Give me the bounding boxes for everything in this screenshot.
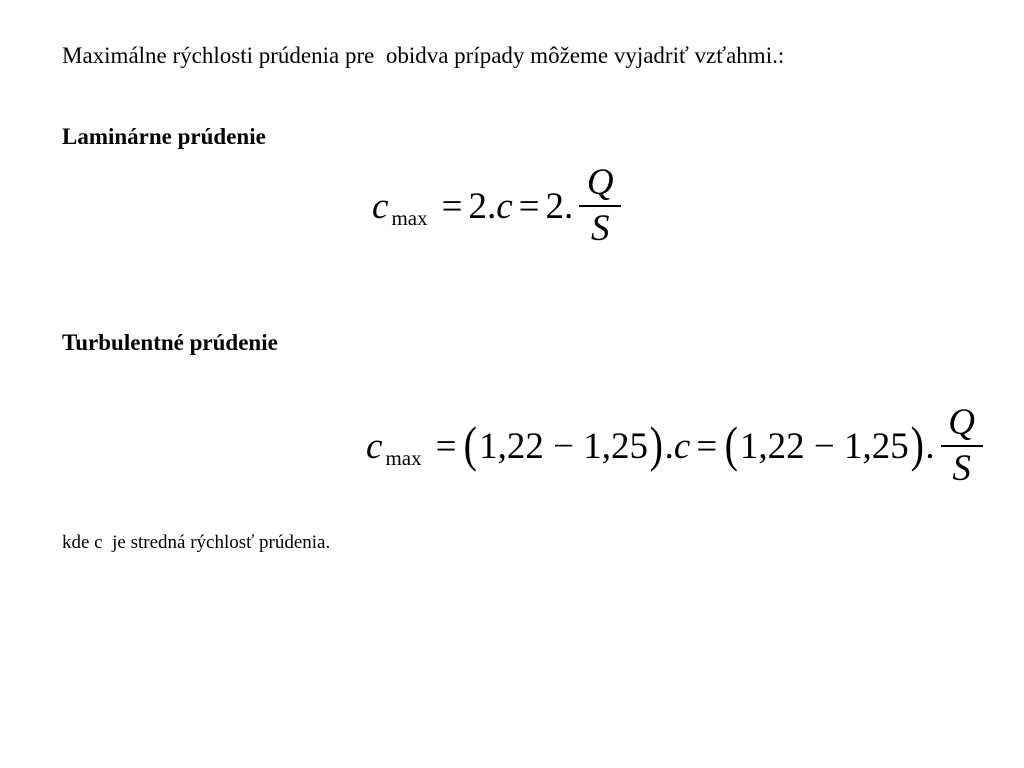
- turbulent-formula: [366, 396, 983, 496]
- fraction-numerator: Q: [948, 402, 976, 443]
- formula-right-paren: ): [649, 416, 663, 472]
- formula-equals: =: [441, 185, 463, 227]
- laminar-formula: [372, 158, 621, 254]
- intro-text: Maximálne rýchlosti prúdenia pre obidva prípady môžeme vyjadriť vzťahmi.:: [62, 43, 785, 68]
- formula-c: c: [673, 425, 691, 467]
- formula-dot: .: [925, 425, 935, 467]
- formula-subscript: max: [385, 445, 422, 470]
- laminar-heading: Laminárne prúdenie: [62, 124, 266, 149]
- formula-left-paren: (: [464, 416, 478, 472]
- formula-subscript: max: [391, 205, 428, 230]
- formula-fraction: [579, 163, 621, 249]
- formula-range: 1,22 − 1,25: [739, 425, 909, 467]
- formula-equals: =: [696, 425, 718, 467]
- formula-equals: =: [518, 185, 540, 227]
- formula-equals: =: [435, 425, 457, 467]
- formula-var: c: [366, 425, 383, 467]
- formula-left-paren: (: [724, 416, 739, 472]
- formula-coefficient: 2.: [468, 185, 497, 227]
- fraction-numerator: Q: [586, 162, 614, 203]
- formula-dot: .: [664, 425, 674, 467]
- note-text: kde c je stredná rýchlosť prúdenia.: [62, 532, 331, 553]
- formula-var: c: [372, 185, 389, 227]
- fraction-bar: [941, 445, 983, 447]
- formula-right-paren: ): [910, 416, 924, 472]
- fraction-denominator: S: [591, 208, 610, 249]
- formula-coefficient: 2.: [545, 185, 574, 227]
- fraction-bar: [579, 205, 621, 207]
- formula-fraction: [941, 403, 983, 489]
- fraction-denominator: S: [952, 448, 971, 489]
- formula-c: c: [496, 185, 513, 227]
- turbulent-heading: Turbulentné prúdenie: [62, 330, 278, 355]
- formula-range: 1,22 − 1,25: [479, 425, 648, 467]
